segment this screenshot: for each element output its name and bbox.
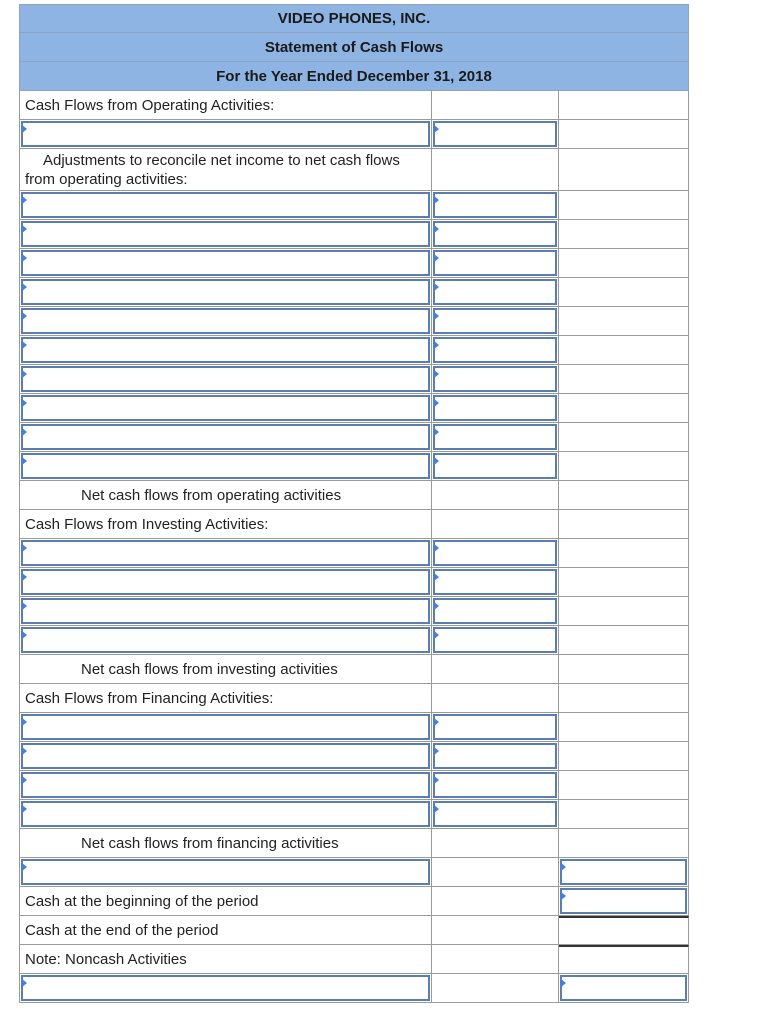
financing-input-row [19, 742, 689, 771]
operating-amount-input[interactable] [433, 121, 557, 147]
adjustment-amount-input[interactable] [433, 192, 557, 218]
investing-label-input[interactable] [21, 540, 430, 566]
noncash-heading: Note: Noncash Activities [19, 945, 432, 973]
adjustment-input-row [19, 394, 689, 423]
operating-heading-row [19, 91, 689, 120]
cash-end-label: Cash at the end of the period [19, 916, 432, 944]
operating-heading: Cash Flows from Operating Activities: [19, 91, 432, 119]
financing-heading: Cash Flows from Financing Activities: [19, 684, 432, 712]
investing-input-row [19, 568, 689, 597]
adjustment-label-input[interactable] [21, 250, 430, 276]
noncash-amount-input[interactable] [560, 975, 687, 1001]
investing-heading: Cash Flows from Investing Activities: [19, 510, 432, 538]
financing-amount-input[interactable] [433, 743, 557, 769]
investing-heading-row [19, 510, 689, 539]
adjustments-row [19, 149, 689, 191]
investing-amount-input[interactable] [433, 569, 557, 595]
investing-amount-input[interactable] [433, 627, 557, 653]
financing-amount-input[interactable] [433, 801, 557, 827]
financing-input-row [19, 771, 689, 800]
financing-label-input[interactable] [21, 714, 430, 740]
cash-beginning-row [19, 887, 689, 916]
adjustment-amount-input[interactable] [433, 279, 557, 305]
adjustment-amount-input[interactable] [433, 366, 557, 392]
adjustment-label-input[interactable] [21, 337, 430, 363]
financing-label-input[interactable] [21, 772, 430, 798]
adjustment-amount-input[interactable] [433, 395, 557, 421]
adjustment-label-input[interactable] [21, 366, 430, 392]
cash-end-amount [559, 916, 689, 944]
adjustments-label: Adjustments to reconcile net income to net cash flows from operating activities: [25, 151, 400, 188]
financing-amount-input[interactable] [433, 714, 557, 740]
investing-input-row [19, 626, 689, 655]
adjustment-label-input[interactable] [21, 424, 430, 450]
net-change-amount-input[interactable] [560, 859, 687, 885]
net-financing-row [19, 829, 689, 858]
operating-label-input[interactable] [21, 121, 430, 147]
financing-input-row [19, 800, 689, 829]
company-name: VIDEO PHONES, INC. [19, 4, 689, 33]
adjustment-label-input[interactable] [21, 192, 430, 218]
net-change-label-input[interactable] [21, 859, 430, 885]
adjustment-amount-input[interactable] [433, 308, 557, 334]
adjustment-label-input[interactable] [21, 395, 430, 421]
adjustment-amount-input[interactable] [433, 453, 557, 479]
financing-amount-input[interactable] [433, 772, 557, 798]
net-operating-row [19, 481, 689, 510]
adjustment-label-input[interactable] [21, 221, 430, 247]
adjustment-label-input[interactable] [21, 279, 430, 305]
adjustment-input-row [19, 365, 689, 394]
cash-end-row [19, 916, 689, 945]
financing-label-input[interactable] [21, 743, 430, 769]
net-operating-label: Net cash flows from operating activities [19, 481, 432, 509]
investing-label-input[interactable] [21, 627, 430, 653]
adjustment-label-input[interactable] [21, 453, 430, 479]
adjustment-input-row [19, 452, 689, 481]
investing-amount-input[interactable] [433, 598, 557, 624]
period-title: For the Year Ended December 31, 2018 [19, 62, 689, 91]
adjustment-amount-input[interactable] [433, 337, 557, 363]
adjustment-input-row [19, 307, 689, 336]
net-investing-row [19, 655, 689, 684]
adjustment-amount-input[interactable] [433, 424, 557, 450]
noncash-label-input[interactable] [21, 975, 430, 1001]
net-investing-label: Net cash flows from investing activities [19, 655, 432, 683]
investing-label-input[interactable] [21, 598, 430, 624]
adjustment-amount-input[interactable] [433, 221, 557, 247]
net-change-row [19, 858, 689, 887]
adjustment-input-row [19, 220, 689, 249]
noncash-input-row [19, 974, 689, 1003]
financing-heading-row [19, 684, 689, 713]
investing-label-input[interactable] [21, 569, 430, 595]
adjustment-label-input[interactable] [21, 308, 430, 334]
noncash-heading-row [19, 945, 689, 974]
adjustment-input-row [19, 191, 689, 220]
cash-beginning-label: Cash at the beginning of the period [19, 887, 432, 915]
adjustment-amount-input[interactable] [433, 250, 557, 276]
financing-label-input[interactable] [21, 801, 430, 827]
cash-flow-statement-table [19, 4, 689, 1003]
adjustment-input-row [19, 336, 689, 365]
operating-input-row [19, 120, 689, 149]
investing-input-row [19, 597, 689, 626]
cash-beginning-amount-input[interactable] [560, 888, 687, 914]
financing-input-row [19, 713, 689, 742]
net-financing-label: Net cash flows from financing activities [19, 829, 432, 857]
investing-input-row [19, 539, 689, 568]
statement-title: Statement of Cash Flows [19, 33, 689, 62]
adjustment-input-row [19, 423, 689, 452]
adjustment-input-row [19, 249, 689, 278]
investing-amount-input[interactable] [433, 540, 557, 566]
adjustment-input-row [19, 278, 689, 307]
